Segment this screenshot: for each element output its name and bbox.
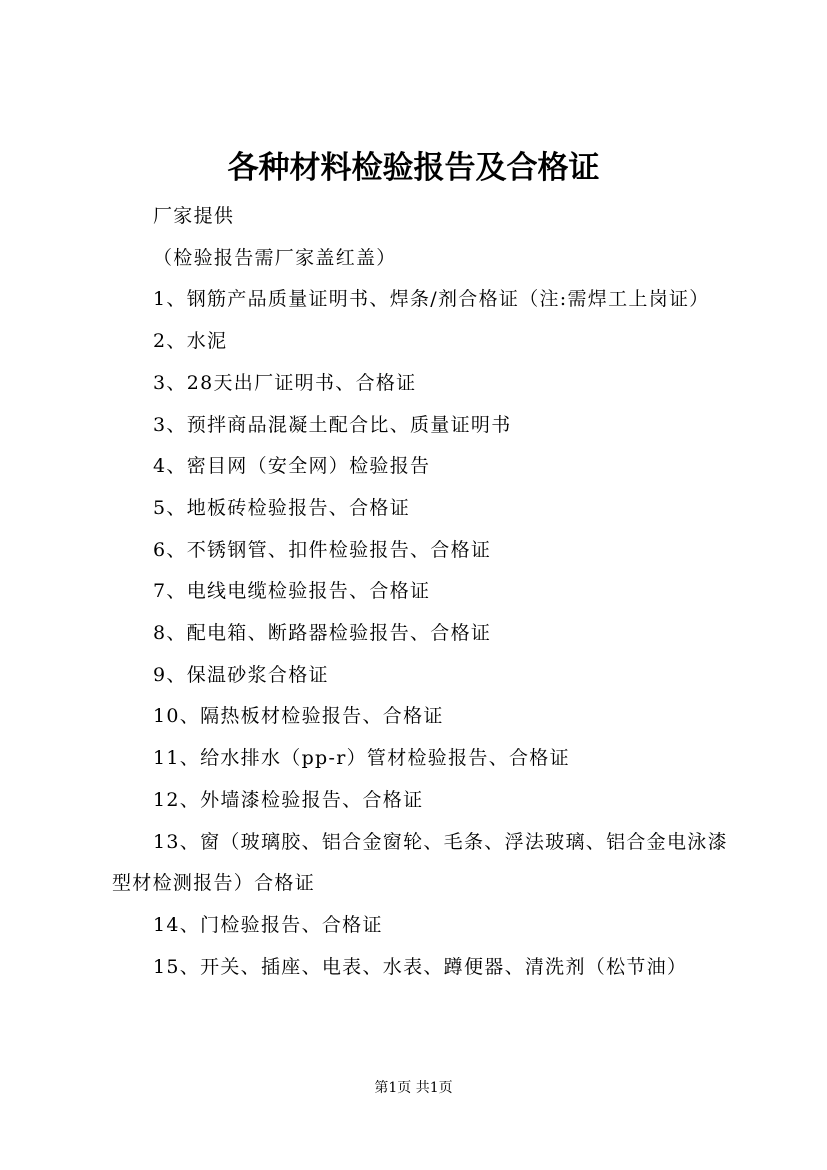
list-item: 3、28天出厂证明书、合格证 [153,371,417,394]
list-item: 11、给水排水（pp-r）管材检验报告、合格证 [153,747,570,770]
list-item: 5、地板砖检验报告、合格证 [153,496,410,519]
list-item: 14、门检验报告、合格证 [153,913,383,936]
list-item: 13、窗（玻璃胶、铝合金窗轮、毛条、浮法玻璃、铝合金电泳漆型材检测报告）合格证 [112,830,728,895]
list-item: 1、钢筋产品质量证明书、焊条/剂合格证（注:需焊工上岗证） [153,288,710,311]
list-item: 10、隔热板材检验报告、合格证 [153,705,444,728]
paragraph-note: （检验报告需厂家盖红盖） [153,246,397,269]
list-item: 7、电线电缆检验报告、合格证 [153,580,431,603]
list-item: 8、配电箱、断路器检验报告、合格证 [153,622,492,645]
list-item: 3、预拌商品混凝土配合比、质量证明书 [153,413,512,436]
paragraph-supplier: 厂家提供 [153,205,235,227]
list-item: 4、密目网（安全网）检验报告 [153,455,431,478]
page-footer: 第1页 共1页 [374,1080,453,1096]
list-item: 15、开关、插座、电表、水表、蹲便器、清洗剂（松节油） [153,955,688,978]
list-item: 12、外墙漆检验报告、合格证 [153,788,424,811]
list-item: 2、水泥 [153,330,228,353]
list-item: 6、不锈钢管、扣件检验报告、合格证 [153,538,492,561]
list-item: 9、保温砂浆合格证 [153,663,329,686]
document-body [112,196,732,988]
document-title: 各种材料检验报告及合格证 [227,150,600,186]
